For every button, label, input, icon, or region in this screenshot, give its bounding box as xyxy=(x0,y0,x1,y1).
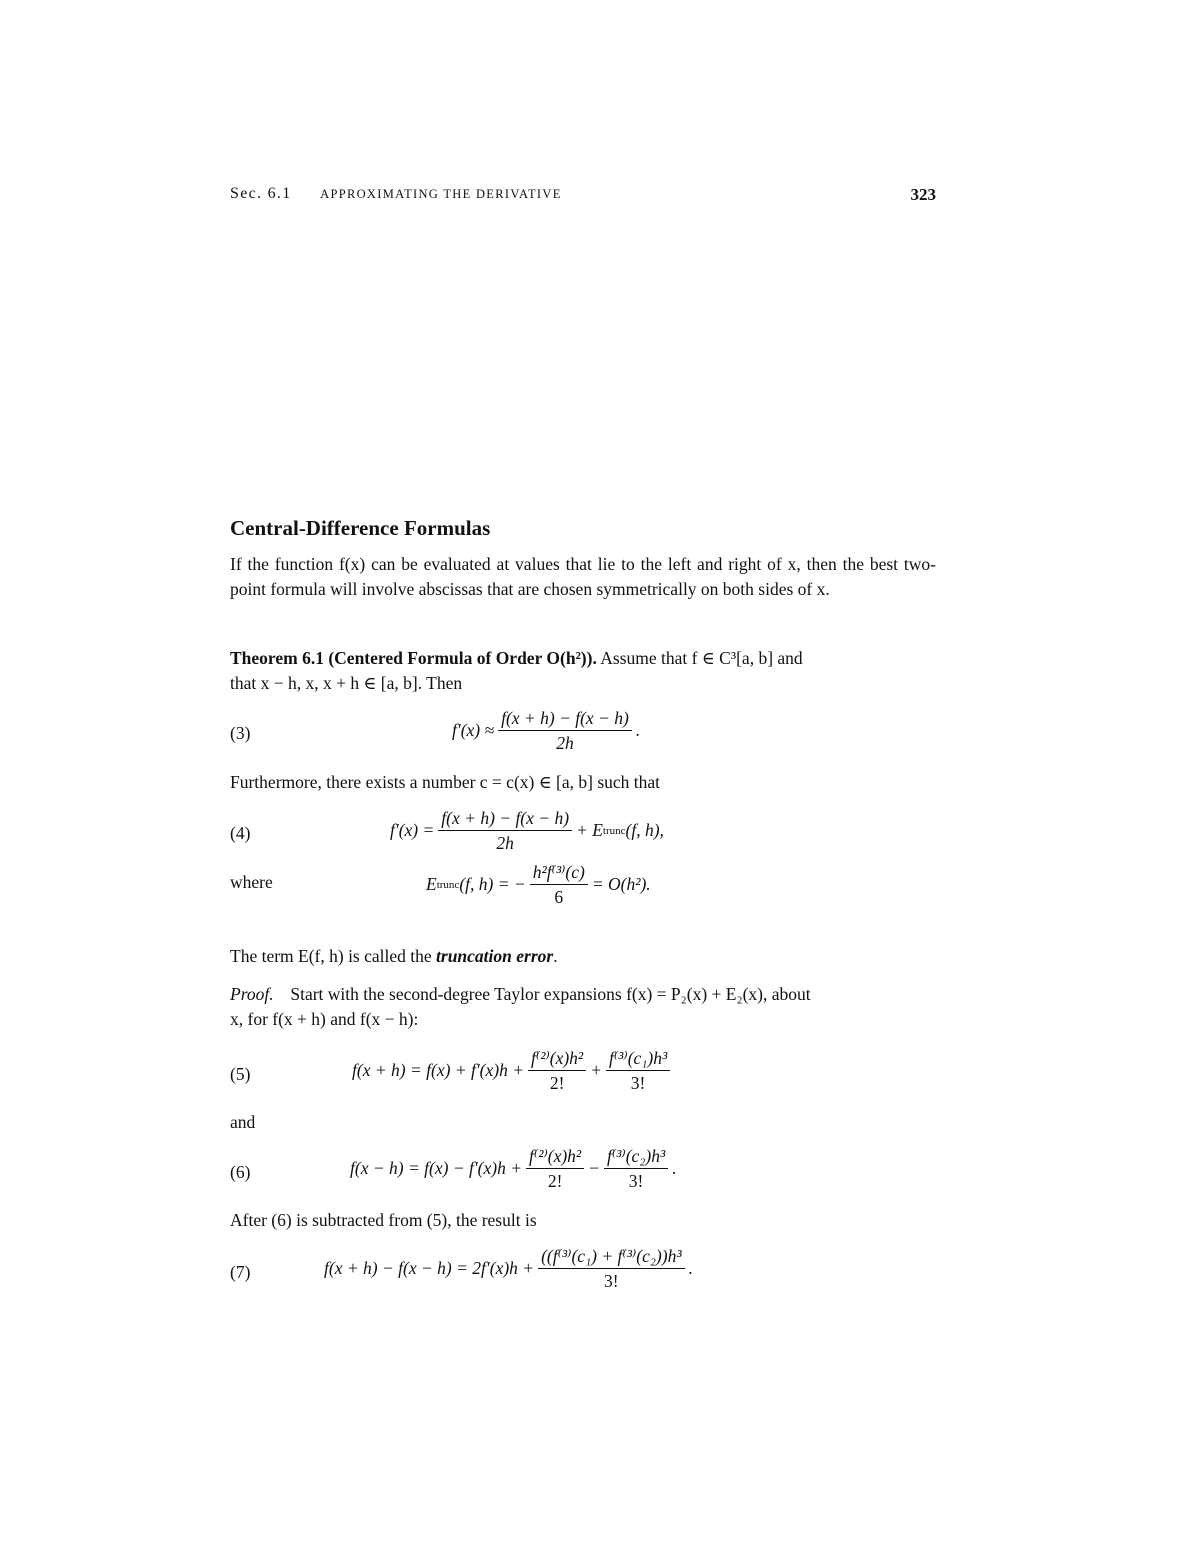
page-number: 323 xyxy=(910,185,936,204)
eq5-denominator-1: 2! xyxy=(549,1073,565,1093)
eq6-denominator-1: 2! xyxy=(547,1171,563,1191)
eq5-op: + xyxy=(590,1060,602,1080)
etrunc-lhs-end: (f, h) = − xyxy=(459,874,526,894)
eq4-numerator: f(x + h) − f(x − h) xyxy=(438,808,572,831)
eq5-numerator-2: f⁽³⁾(c₁)h³ xyxy=(606,1048,670,1071)
term-end: . xyxy=(553,946,558,966)
eq6-fraction-1 xyxy=(526,1146,584,1191)
running-header-section xyxy=(230,185,562,203)
theorem-title: (Centered Formula of Order O(h²)). xyxy=(328,648,597,668)
etrunc-fraction xyxy=(530,862,588,907)
equation-number: (6) xyxy=(230,1162,251,1182)
truncation-equation: E trunc (f, h) = − $\frac{\text{h²f⁽³⁾(c)}}{6}$ = O(h²). xyxy=(426,862,651,907)
section-title-header: APPROXIMATING THE DERIVATIVE xyxy=(320,187,562,201)
equation-4: (4) f′(x) = $\frac{f(x + h) - f(x - h)}{2h}$ + E trunc (f, h), xyxy=(230,808,664,853)
equation-3 xyxy=(230,708,936,758)
etrunc-lhs: E xyxy=(426,874,437,894)
eq3-fraction xyxy=(498,708,632,753)
and-text: and xyxy=(230,1112,256,1132)
after-text: After (6) is subtracted from (5), the result is xyxy=(230,1210,537,1230)
eq6-tail: . xyxy=(672,1158,677,1178)
proof-line-1: Start with the second-degree Taylor expansions f(x) = P₂(x) + E₂(x), about xyxy=(290,984,811,1004)
eq7-lhs: f(x + h) − f(x − h) = 2f′(x)h + xyxy=(324,1258,535,1278)
eq4-tail-end: (f, h), xyxy=(625,820,664,840)
eq6-numerator-1: f⁽²⁾(x)h² xyxy=(526,1146,584,1169)
etrunc-rhs: = O(h²). xyxy=(591,874,651,894)
eq7-numerator: ((f⁽³⁾(c₁) + f⁽³⁾(c₂))h³ xyxy=(538,1246,684,1269)
eq6-op: − xyxy=(588,1158,600,1178)
truncation-sentence xyxy=(230,944,936,969)
theorem-statement-2: that x − h, x, x + h ∈ [a, b]. Then xyxy=(230,673,463,693)
equation-5 xyxy=(230,1048,936,1098)
eq4-lhs: f′(x) = xyxy=(390,820,435,840)
etrunc-numerator: h²f⁽³⁾(c) xyxy=(530,862,588,885)
eq5-lhs: f(x + h) = f(x) + f′(x)h + xyxy=(352,1060,525,1080)
eq4-fraction xyxy=(438,808,572,853)
running-header xyxy=(230,185,936,209)
equation-number: (3) xyxy=(230,723,251,743)
eq5-fraction-1 xyxy=(528,1048,586,1093)
section-heading: Central-Difference Formulas xyxy=(230,516,491,540)
eq7-fraction xyxy=(538,1246,684,1291)
eq7-tail: . xyxy=(688,1258,693,1278)
eq5-numerator-1: f⁽²⁾(x)h² xyxy=(528,1048,586,1071)
term-sentence-text: The term E(f, h) is called the xyxy=(230,946,432,966)
eq3-tail: . xyxy=(635,720,641,740)
section-number: Sec. 6.1 xyxy=(230,185,292,202)
equation-number: (4) xyxy=(230,823,251,843)
eq6-fraction-2 xyxy=(604,1146,668,1191)
eq6-denominator-2: 3! xyxy=(628,1171,644,1191)
eq6-lhs: f(x − h) = f(x) − f′(x)h + xyxy=(350,1158,523,1178)
proof-paragraph xyxy=(230,982,936,1032)
theorem-label: Theorem 6.1 xyxy=(230,648,324,668)
eq5-denominator-2: 3! xyxy=(630,1073,646,1093)
eq6-numerator-2: f⁽³⁾(c₂)h³ xyxy=(604,1146,668,1169)
furthermore-text: Furthermore, there exists a number c = c(x) ∈ [a, b] such that xyxy=(230,772,661,792)
eq4-tail: + E xyxy=(576,820,603,840)
eq4-denominator: 2h xyxy=(496,833,514,853)
term-emphasis: truncation error xyxy=(436,946,554,966)
equation-7 xyxy=(230,1246,936,1296)
eq3-lhs: f′(x) ≈ xyxy=(452,720,495,740)
theorem-statement-1: Assume that f ∈ C³[a, b] and xyxy=(600,648,803,668)
equation-6 xyxy=(230,1146,936,1196)
eq3-denominator: 2h xyxy=(556,733,574,753)
intro-paragraph: If the function f(x) can be evaluated at values that lie to the left and right of x, then the best two-point formula will involve abscissas that are chosen symmetrically on both sides of x. xyxy=(230,554,936,599)
etrunc-denominator: 6 xyxy=(554,887,564,907)
proof-label: Proof. xyxy=(230,984,274,1004)
theorem-block xyxy=(230,646,936,696)
eq3-numerator: f(x + h) − f(x − h) xyxy=(498,708,632,731)
proof-line-2: x, for f(x + h) and f(x − h): xyxy=(230,1009,419,1029)
eq7-denominator: 3! xyxy=(604,1271,619,1291)
where-text: where xyxy=(230,872,273,892)
equation-number: (5) xyxy=(230,1064,251,1084)
equation-number: (7) xyxy=(230,1262,251,1282)
eq5-fraction-2 xyxy=(606,1048,670,1093)
